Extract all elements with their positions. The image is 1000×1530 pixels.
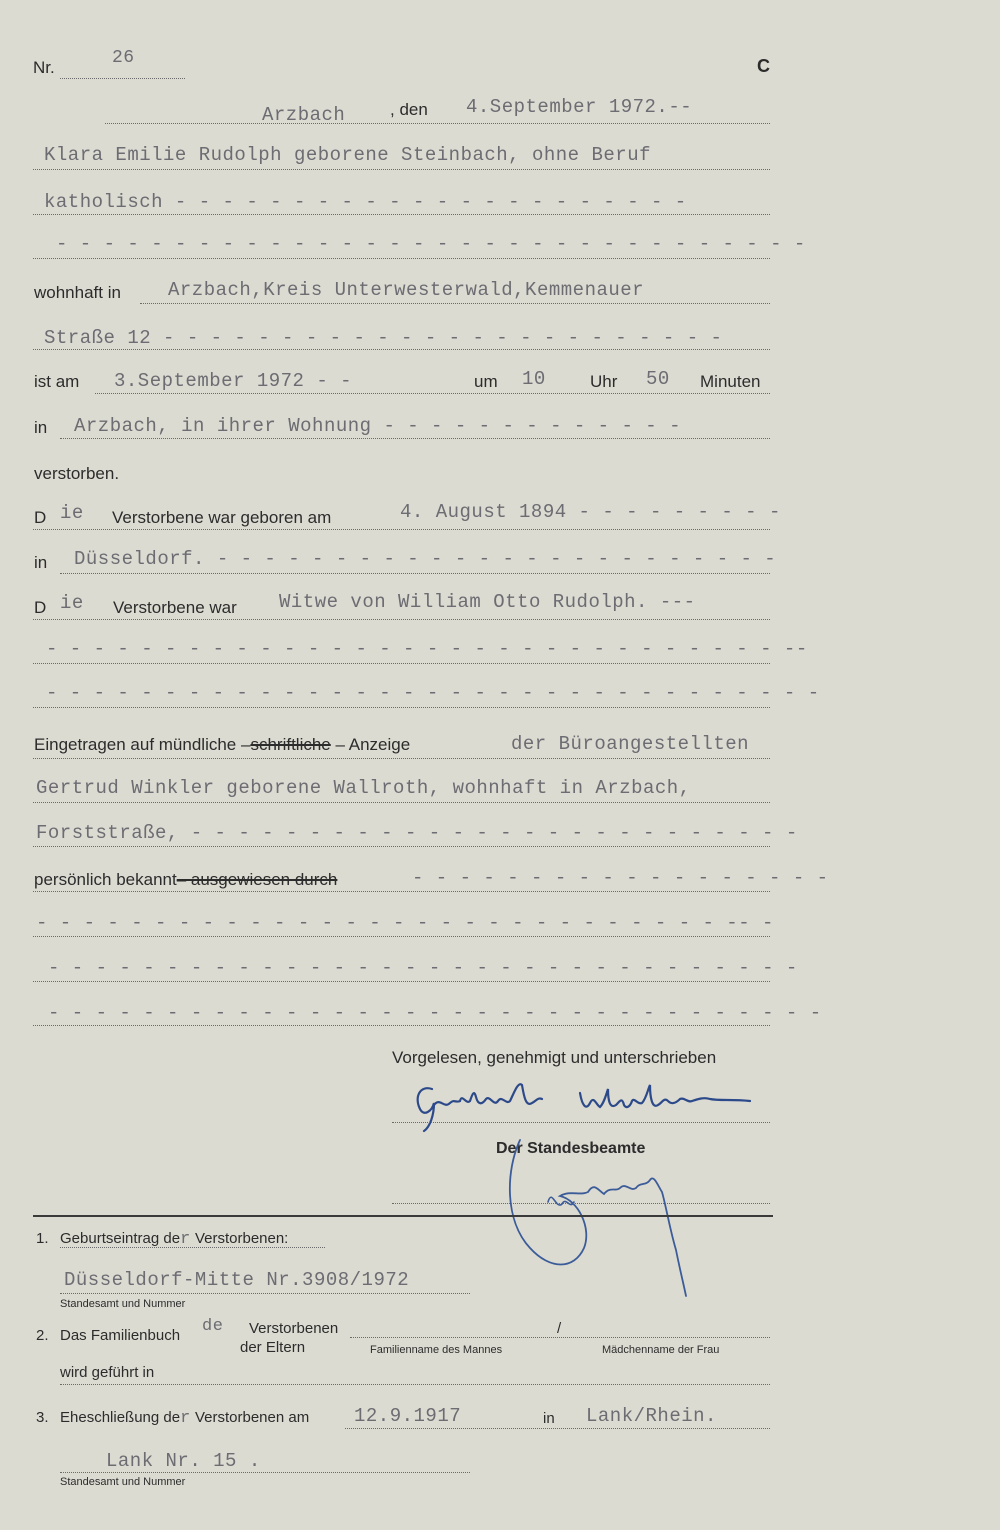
marriage-register-entry: Lank Nr. 15 . (106, 1450, 261, 1472)
identity-empty-underline-1 (33, 936, 770, 937)
note-1-article: r (180, 1230, 191, 1249)
note-1-label-underline (60, 1247, 325, 1248)
religion-underline (33, 214, 770, 215)
note-1-caption: Standesamt und Nummer (60, 1298, 186, 1310)
report-underline-2 (33, 802, 770, 803)
death-date: 3.September 1972 - - (114, 370, 353, 392)
nr-label: Nr. (33, 58, 55, 77)
identity-empty-3: - - - - - - - - - - - - - - - - - - - - - - - - - - - - - - - - - (48, 1002, 822, 1024)
report-label-b: – Anzeige (335, 735, 411, 754)
note-1-text-b: Verstorbenen: (194, 1230, 289, 1247)
death-hour: 10 (522, 368, 546, 390)
birth-place-underline (60, 573, 770, 574)
birth-d-label: D (34, 508, 47, 527)
signature-underline (392, 1122, 770, 1123)
note-1-value-underline (60, 1293, 470, 1294)
nr-value: 26 (112, 48, 135, 68)
birth-place: Düsseldorf. - - - - - - - - - - - - - - - - - - - - - - - - (74, 548, 777, 570)
birth-date: 4. August 1894 - - - - - - - - - (400, 501, 781, 523)
identity-underline (33, 891, 770, 892)
empty-underline (33, 258, 770, 259)
death-minutes: 50 (646, 368, 670, 390)
date-underline (105, 123, 770, 124)
note-3-value-underline (60, 1472, 470, 1473)
identity-label-text: persönlich bekannt (34, 870, 177, 889)
note-3-label (60, 1409, 309, 1428)
identity-empty-underline-2 (33, 981, 770, 982)
note-2-underline (350, 1337, 770, 1338)
note-2-family-caption: Familienname des Mannes (370, 1344, 503, 1356)
death-date-underline (95, 393, 770, 394)
residence-label: wohnhaft in (34, 283, 121, 302)
status-underline (33, 619, 770, 620)
note-2-label: Das Familienbuch (60, 1327, 181, 1344)
empty-line: - - - - - - - - - - - - - - - - - - - - - - - - - - - - - - - - (56, 233, 806, 255)
note-2-wird-underline (60, 1384, 770, 1385)
note-3-underline (345, 1428, 770, 1429)
report-underline-3 (33, 846, 770, 847)
nr-underline (60, 78, 185, 79)
note-2-number: 2. (36, 1327, 49, 1344)
place-of-registration: Arzbach (262, 104, 346, 126)
reporter-name: Gertrud Winkler geborene Wallroth, wohnhaft in Arzbach, (36, 777, 691, 799)
report-label-a: Eingetragen auf mündliche (34, 735, 237, 754)
birth-register-entry: Düsseldorf-Mitte Nr.3908/1972 (64, 1269, 410, 1291)
status-empty-underline-1 (33, 663, 770, 664)
report-label-struck: schriftliche (250, 735, 331, 754)
death-place: Arzbach, in ihrer Wohnung - - - - - - - - - - - - - (74, 415, 681, 437)
reporter-signature (410, 1075, 770, 1135)
identity-label-struck: – ausgewiesen durch (176, 870, 338, 889)
report-underline-1 (33, 758, 770, 759)
identity-value: - - - - - - - - - - - - - - - - - - (412, 867, 829, 889)
registration-date: 4.September 1972.-- (466, 96, 693, 118)
residence-line-1: Arzbach,Kreis Unterwesterwald,Kemmenauer (168, 279, 645, 301)
note-2-article: de (202, 1317, 224, 1336)
note-2-slash: / (557, 1320, 562, 1337)
vorgelesen-label: Vorgelesen, genehmigt und unterschrieben (392, 1048, 717, 1067)
death-place-underline (60, 438, 770, 439)
den-label: , den (390, 100, 428, 119)
um-label: um (474, 372, 498, 391)
birth-article: ie (60, 502, 84, 524)
ist-am-label: ist am (34, 372, 80, 391)
verstorben-label: verstorben. (34, 464, 120, 483)
status-label: Verstorbene war (113, 598, 237, 617)
identity-label (34, 870, 337, 890)
status-d-label: D (34, 598, 47, 617)
marriage-date: 12.9.1917 (354, 1405, 462, 1427)
status-empty-1: - - - - - - - - - - - - - - - - - - - - - - - - - - - - - - - -- (46, 638, 808, 660)
note-3-in: in (543, 1410, 555, 1427)
note-3-text-b: Verstorbenen am (194, 1409, 310, 1426)
reporter-occupation: der Büroangestellten (511, 733, 750, 755)
note-2-wird: wird geführt in (60, 1364, 155, 1381)
note-3-article: r (180, 1409, 191, 1428)
marriage-place: Lank/Rhein. (586, 1405, 717, 1427)
identity-empty-1: - - - - - - - - - - - - - - - - - - - - - - - - - - - - - -- - (36, 912, 774, 934)
note-1-number: 1. (36, 1230, 49, 1247)
note-2-eltern: der Eltern (240, 1339, 306, 1356)
note-2-verstorbenen: Verstorbenen (249, 1320, 339, 1337)
religion: katholisch - - - - - - - - - - - - - - - - - - - - - - (44, 191, 687, 213)
birth-label: Verstorbene war geboren am (112, 508, 332, 527)
registrar-signature-underline (392, 1203, 770, 1204)
note-1-text-a: Geburtseintrag de (60, 1230, 181, 1247)
deceased-name: Klara Emilie Rudolph geborene Steinbach, ohne Beruf (44, 144, 651, 166)
status-empty-2: - - - - - - - - - - - - - - - - - - - - - - - - - - - - - - - - - (46, 682, 820, 704)
report-label-dash: – (240, 735, 251, 754)
status-article: ie (60, 592, 84, 614)
registrar-label: Der Standesbeamte (496, 1140, 646, 1157)
notes-divider (33, 1215, 773, 1217)
death-in-label: in (34, 418, 48, 437)
residence-underline-1 (140, 303, 770, 304)
report-label (34, 735, 410, 755)
uhr-label: Uhr (590, 372, 618, 391)
status-empty-underline-2 (33, 707, 770, 708)
identity-empty-underline-3 (33, 1025, 770, 1026)
residence-line-2: Straße 12 - - - - - - - - - - - - - - - - - - - - - - - - (44, 327, 723, 349)
marital-status: Witwe von William Otto Rudolph. --- (279, 591, 696, 613)
note-3-number: 3. (36, 1409, 49, 1426)
note-2-maiden-caption: Mädchenname der Frau (602, 1344, 720, 1356)
birth-date-underline (33, 529, 770, 530)
birth-in-label: in (34, 553, 48, 572)
reporter-street: Forststraße, - - - - - - - - - - - - - - - - - - - - - - - - - - (36, 822, 798, 844)
note-3-text-a: Eheschließung de (60, 1409, 181, 1426)
minuten-label: Minuten (700, 372, 761, 391)
name-underline (33, 169, 770, 170)
form-letter: C (757, 56, 770, 76)
identity-empty-2: - - - - - - - - - - - - - - - - - - - - - - - - - - - - - - - - (48, 957, 798, 979)
note-3-caption: Standesamt und Nummer (60, 1476, 186, 1488)
residence-underline-2 (33, 349, 770, 350)
